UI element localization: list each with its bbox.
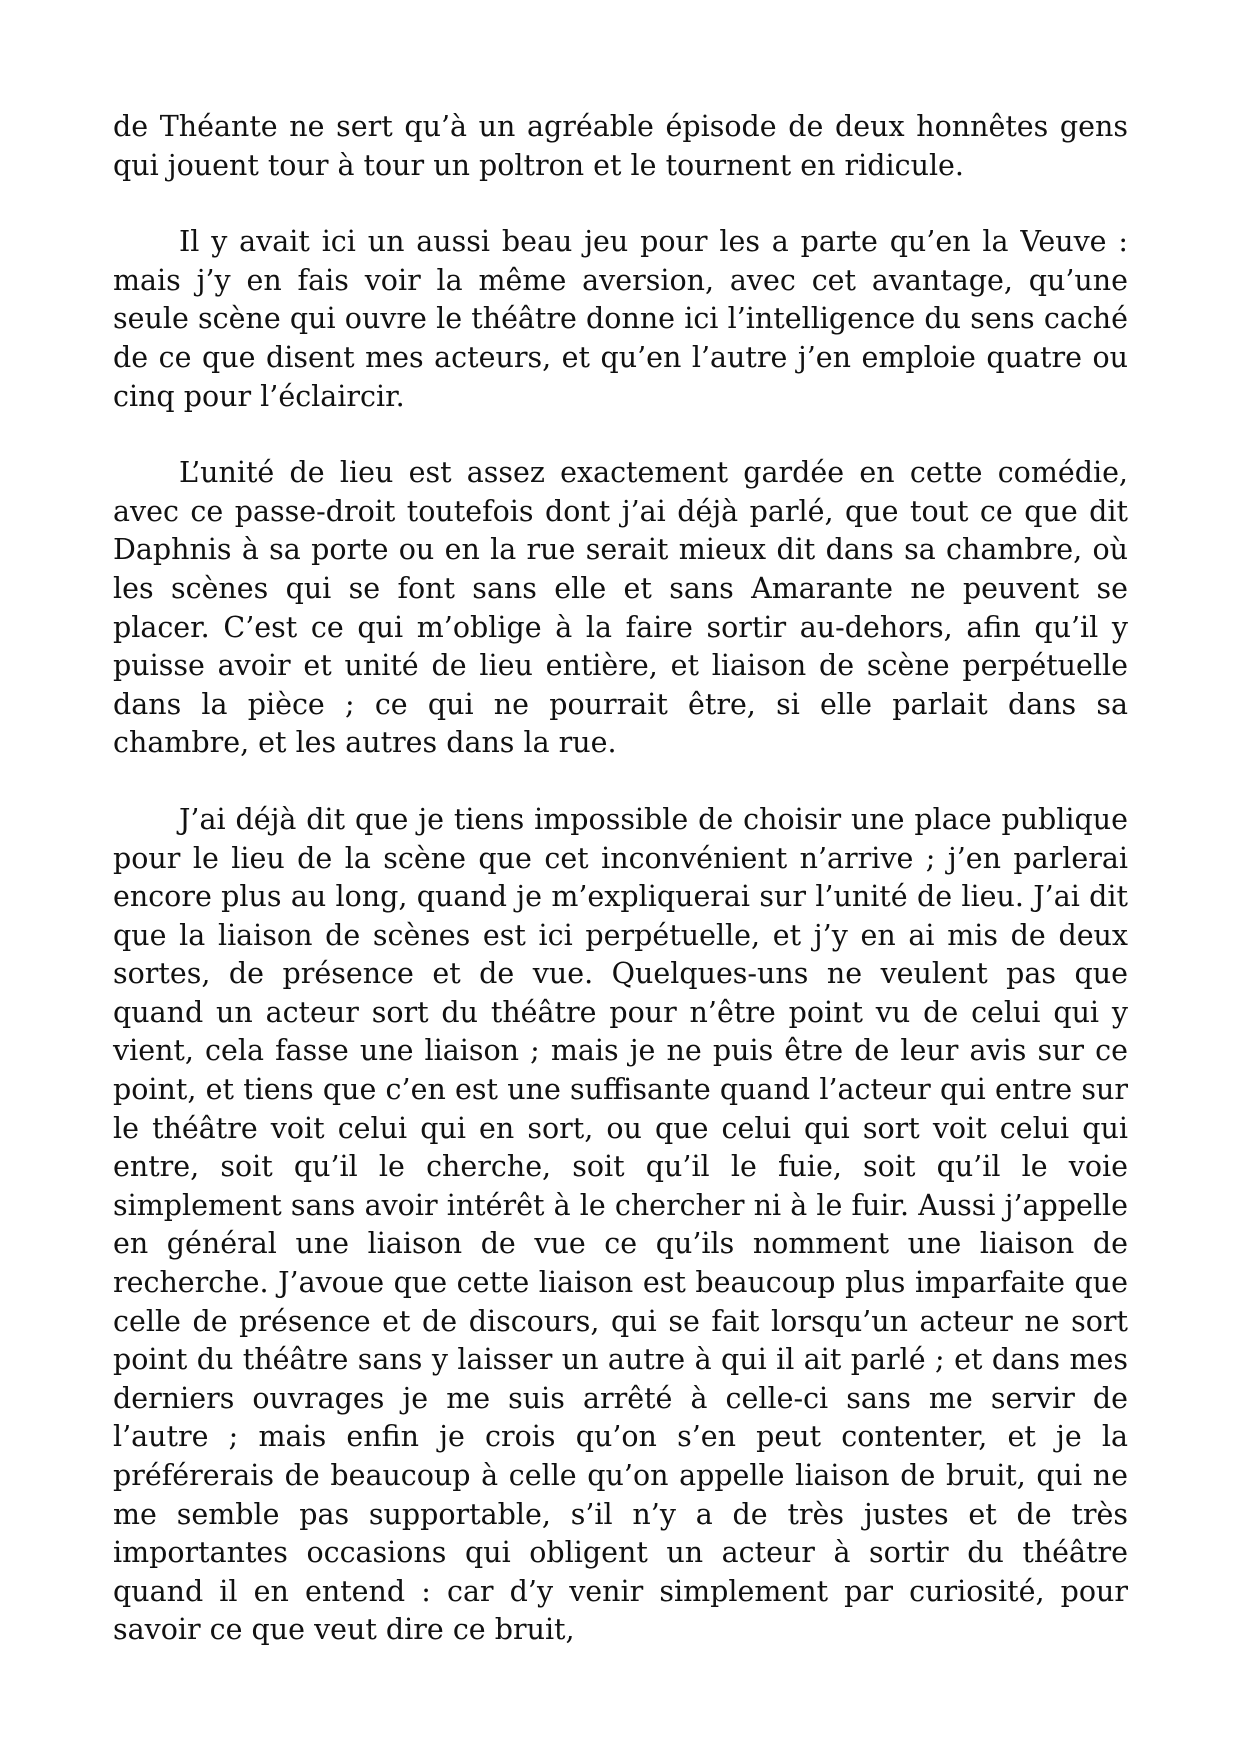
paragraph-2: Il y avait ici un aussi beau jeu pour les a parte qu’en la Veuve : mais j’y en fais voir la même aversion, avec cet avantage, qu’une seule scène qui ouvre le théâtre donne ici l’intelligence du sens caché de ce que disent mes acteurs, et qu’en l’autre j’en emploie quatre ou cinq pour l’éclaircir.	[113, 225, 1128, 413]
paragraph-4: J’ai déjà dit que je tiens impossible de choisir une place publique pour le lieu de la scène que cet inconvénient n’arrive ; j’en parlerai encore plus au long, quand je m’expliquerai sur l’unité de lieu. J’ai dit que la liaison de scènes est ici perpétuelle, et j’y en ai mis de deux sortes, de présence et de vue. Quelques-uns ne veulent pas que quand un acteur sort du théâtre pour n’être point vu de celui qui y vient, cela fasse une liaison ; mais je ne puis être de leur avis sur ce point, et tiens que c’en est une suffisante quand l’acteur qui entre sur le théâtre voit celui qui en sort, ou que celui qui sort voit celui qui entre, soit qu’il le cherche, soit qu’il le fuie, soit qu’il le voie simplement sans avoir intérêt à le chercher ni à le fuir. Aussi j’appelle en général une liaison de vue ce qu’ils nomment une liaison de recherche. J’avoue que cette liaison est beaucoup plus imparfaite que celle de présence et de discours, qui se fait lorsqu’un acteur ne sort point du théâtre sans y laisser un autre à qui il ait parlé ; et dans mes derniers ouvrages je me suis arrêté à celle-ci sans me servir de l’autre ; mais enfin je crois qu’on s’en peut contenter, et je la préférerais de beaucoup à celle qu’on appelle liaison de bruit, qui ne me semble pas supportable, s’il n’y a de très justes et de très importantes occasions qui obligent un acteur à sortir du théâtre quand il en entend : car d’y venir simplement par curiosité, pour savoir ce que veut dire ce bruit,	[113, 802, 1128, 1647]
paragraph-3: L’unité de lieu est assez exactement gardée en cette comédie, avec ce passe-droit toutefois dont j’ai déjà parlé, que tout ce que dit Daphnis à sa porte ou en la rue serait mieux dit dans sa chambre, où les scènes qui se font sans elle et sans Amarante ne peuvent se placer. C’est ce qui m’oblige à la faire sortir au-dehors, afin qu’il y puisse avoir et unité de lieu entière, et liaison de scène perpétuelle dans la pièce ; ce qui ne pourrait être, si elle parlait dans sa chambre, et les autres dans la rue.	[113, 456, 1128, 760]
paragraph-1: de Théante ne sert qu’à un agréable épisode de deux honnêtes gens qui jouent tour à tour un poltron et le tournent en ridicule.	[113, 110, 1128, 182]
body-text	[113, 108, 1128, 1650]
